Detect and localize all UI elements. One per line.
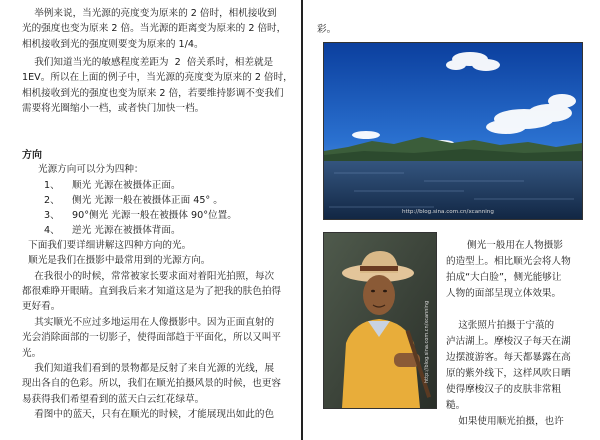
text-line: 需要将光圈缩小一档，或者快门加快一档。 [22,102,205,114]
sky-lake-illustration [324,43,582,219]
list-item [44,193,223,208]
side-text-line: 泸沽湖上。摩梭汉子每天在湖 [446,336,571,347]
list-text: 顺光 光源在被摄体正面。 [72,180,181,191]
section-heading: 方向 [22,150,42,161]
text-line: 顺光是我们在摄影中最常用到的光源方向。 [22,255,211,267]
list-item [44,178,181,193]
text-line: 下面我们要详细讲解这四种方向的光。 [22,240,192,251]
text-line: 更好看。 [22,301,61,313]
boatman-portrait-photo [323,232,437,409]
list-number: 3、 [44,210,60,221]
list-item [44,208,237,223]
text-line: 举例来说，当光源的亮度变为原来的 2 倍时，相机接收到 [22,8,277,19]
boatman-illustration [324,233,436,408]
side-text-line: 人物的面部呈现立体效果。 [446,288,562,299]
continued-text: 彩。 [317,24,337,35]
paragraph-flat-light [22,315,284,361]
text-line: 光会消除面部的一切影子，使得面部趋于平面化，所以又叫平 [22,332,282,344]
text-line: 光的强度也变为原来 2 倍。当光源的距离变为原来的 2 倍时， [22,23,287,35]
side-text-line: 边摆渡游客。每天都暴露在高 [446,352,571,363]
text-line: 都很难睁开眼睛。直到我后来才知道这是为了把我的肤色拍得 [22,285,282,297]
text-line: 其实顺光不应过多地运用在人像摄影中。因为正面直射的 [22,317,275,328]
sky-lake-photo [323,42,583,220]
paragraph-ev [22,55,293,116]
photo-watermark: http://blog.sina.com.cn/xcanning [402,209,494,215]
list-item [44,223,181,238]
text-line: 我们知道我们看到的景物都是反射了来自光源的光线，展 [22,363,275,374]
photo-watermark-vertical: http://blog.sina.com.cn/xcanning [424,300,430,383]
text-line: 在我很小的时候，常常被家长要求面对着阳光拍照，每次 [22,270,275,282]
side-text-line: 侧光一般用在人物摄影 [467,240,563,251]
text-line: 相机接收到光的强度也变为原来 2 倍，若要维持影调不变我们 [22,87,284,99]
text-line: 我们知道当光的敏感程度差距为 2 倍关系时，相差就是 [22,57,274,68]
side-text-line: 使得摩梭汉子的皮肤非常粗 [446,384,562,395]
text-line: 相机接收到光的强度则要变为原来的 1/4。 [22,38,204,50]
side-text-line: 拍成“大白脸”，侧光能够让 [446,272,562,283]
text-line: 1EV。所以在上面的例子中，当光源的亮度变为原来的 2 倍时， [22,72,293,84]
side-text-line: 糙。 [446,400,466,411]
paragraph-landscape [22,361,284,422]
list-number: 2、 [44,195,60,206]
paragraph-light-intensity [22,6,287,52]
side-text-line: 这张照片拍摄于宁蒗的 [446,320,555,331]
text-line: 光。 [22,347,42,359]
side-text-line: 如果使用顺光拍摄，也许 [446,416,564,427]
list-number: 4、 [44,225,60,236]
side-text-line: 原的紫外线下，这样风吹日晒 [446,368,571,379]
list-text: 90°侧光 光源一般在被摄体 90°位置。 [72,210,237,221]
text-line: 现出各自的色彩。所以，我们在顺光拍摄风景的时候，也更容 [22,378,282,390]
list-text: 逆光 光源在被摄体背面。 [72,225,181,236]
list-number: 1、 [44,180,60,191]
text-line: 易获得我们希望看到的蓝天白云红花绿草。 [22,393,205,405]
paragraph-front-light [22,238,284,314]
list-text: 侧光 光源一般在被摄体正面 45° 。 [72,195,223,206]
text-line: 看图中的蓝天，只有在顺光的时候，才能展现出如此的色 [22,408,275,420]
side-text-line: 的造型上。相比顺光会将人物 [446,256,571,267]
right-page [303,0,600,440]
list-intro: 光源方向可以分为四种： [38,164,144,175]
